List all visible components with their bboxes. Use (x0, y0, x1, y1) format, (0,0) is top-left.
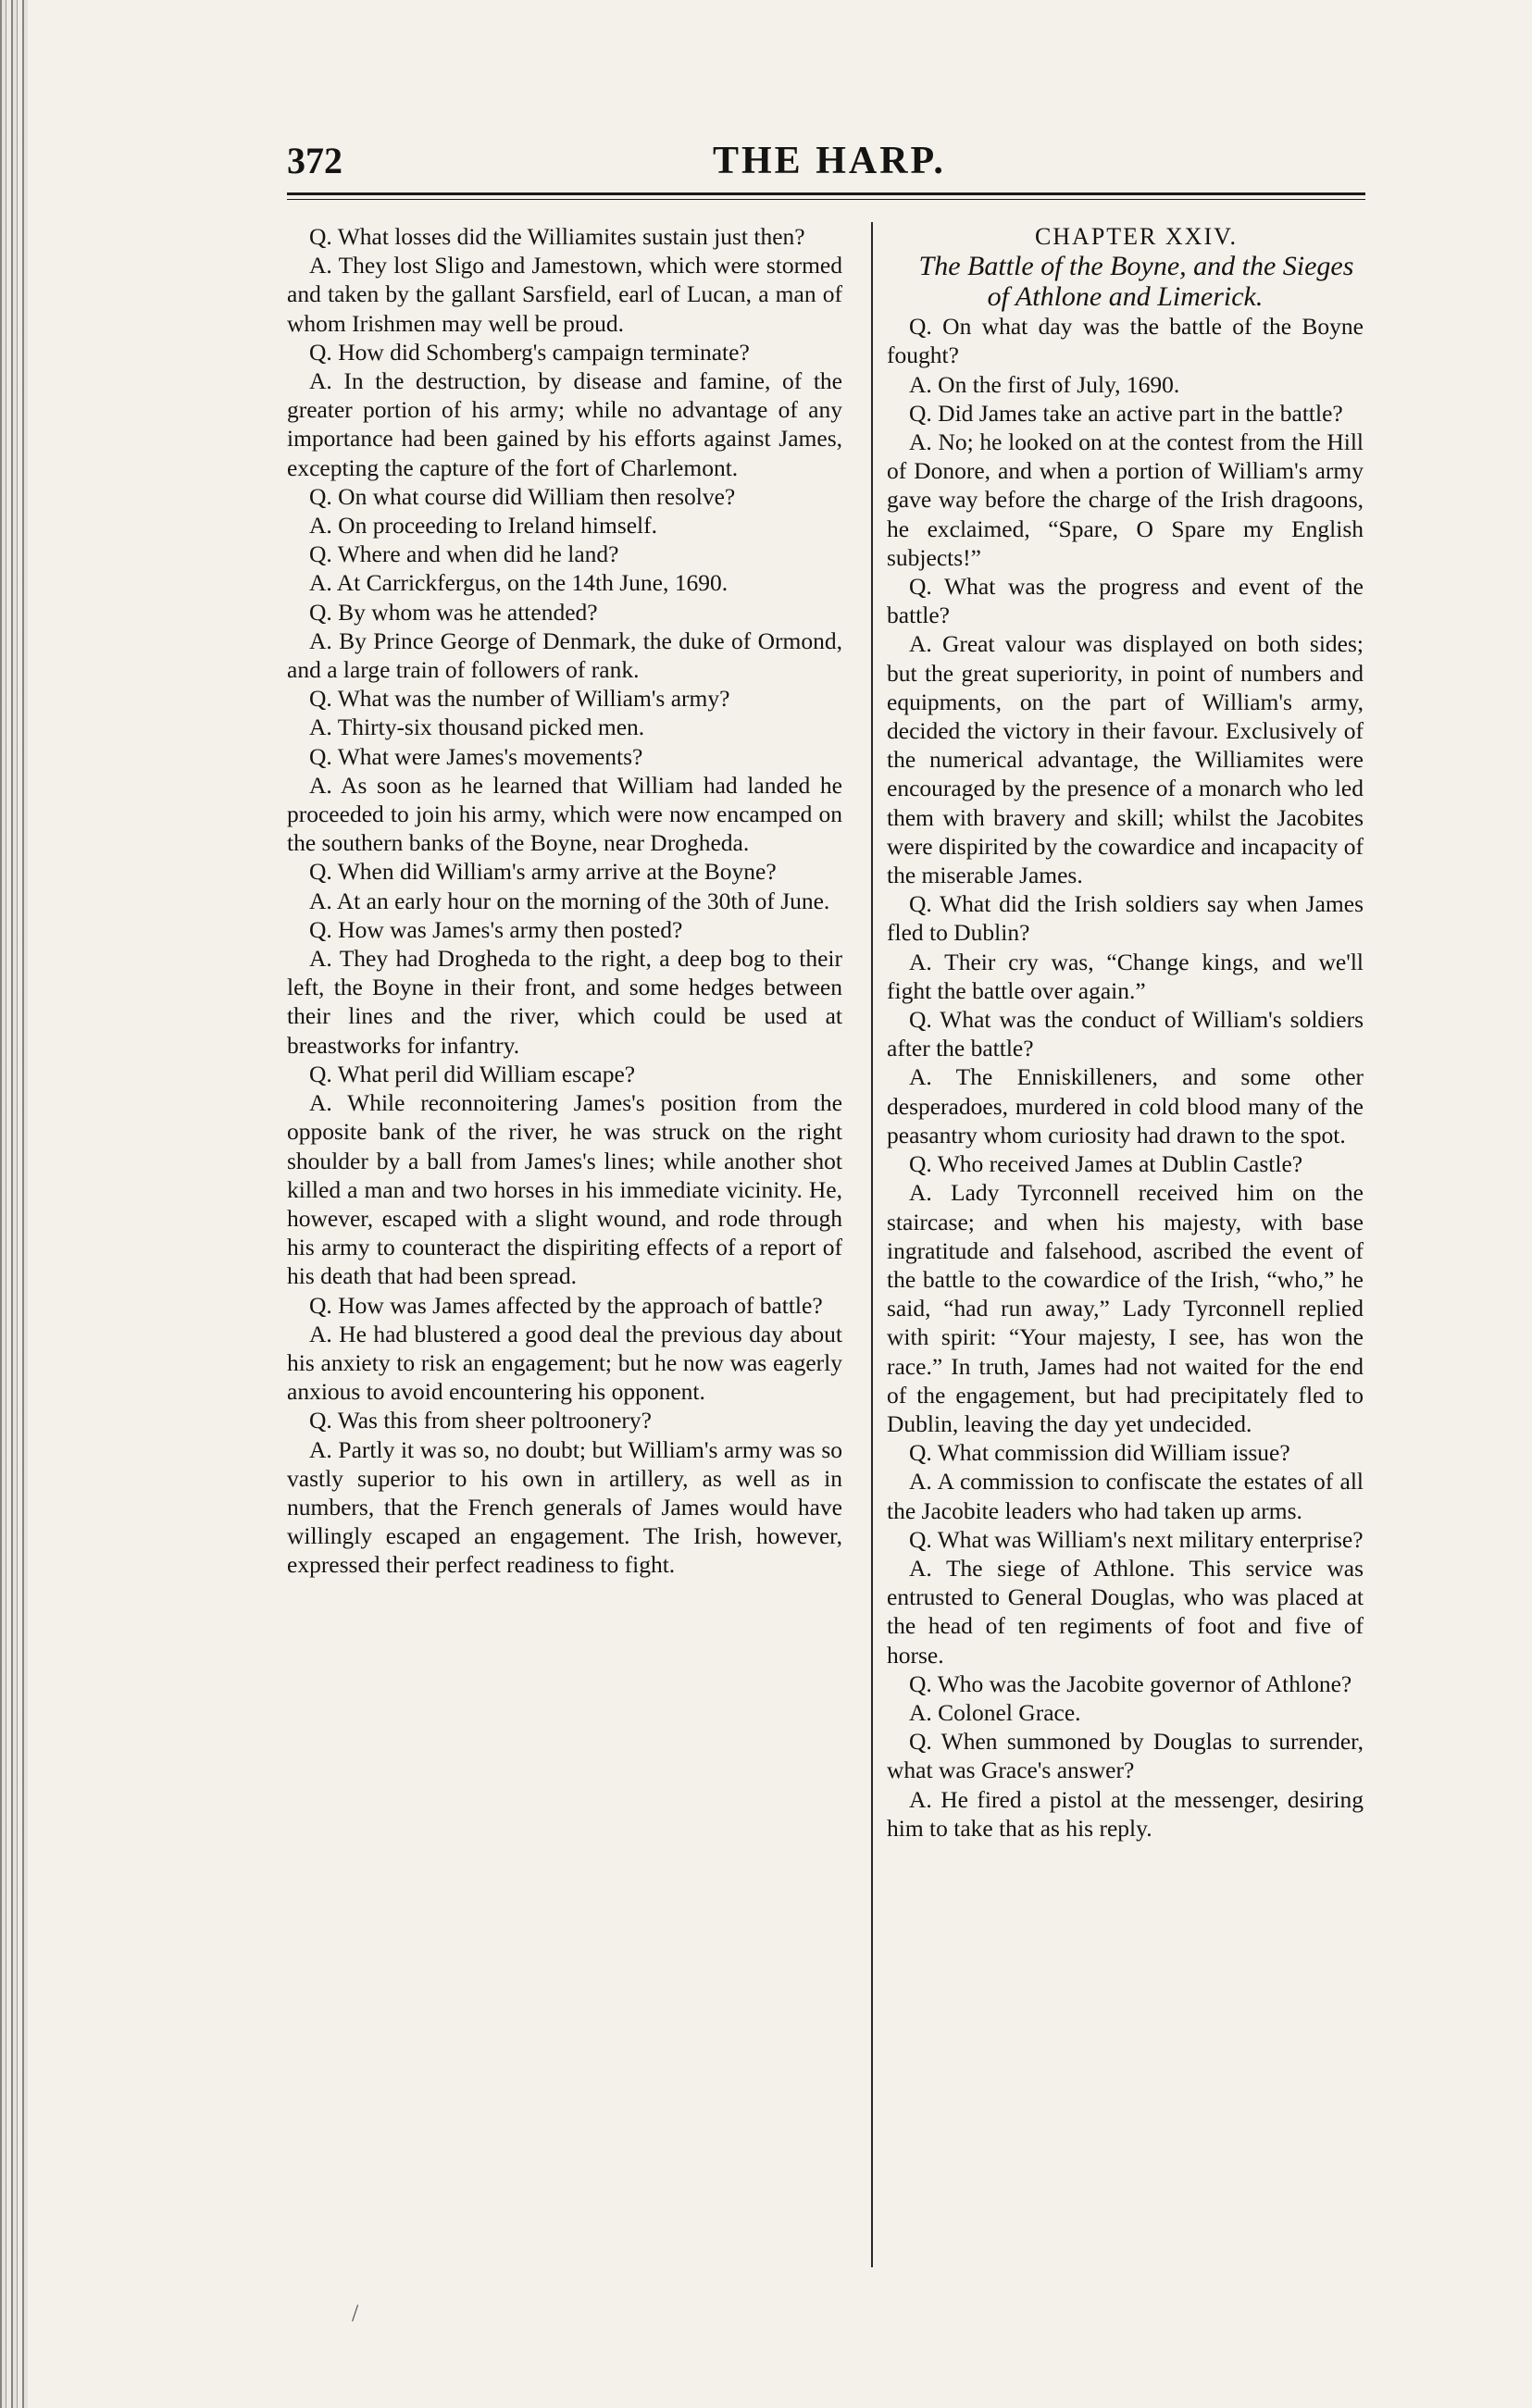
paragraph: A. At Carrickfergus, on the 14th June, 1690. (309, 569, 729, 597)
running-title: THE HARP. (713, 140, 946, 182)
paragraph: A. Thirty-six thousand picked men. (309, 714, 645, 741)
paragraph: Q. How was James's army then posted? (309, 915, 683, 943)
paragraph: A. He had blustered a good deal the previous day about his anxiety to risk an engagement; but he now was eagerly anxious to avoid encountering his opponent. (287, 1320, 842, 1406)
paragraph: Q. What peril did William escape? (309, 1060, 636, 1087)
book-binding-edge (0, 0, 28, 2408)
paragraph: A. The Enniskilleners, and some other desperadoes, murdered in cold blood many of the peasantry whom curiosity had drawn to the spot. (887, 1063, 1364, 1148)
paragraph: A. They had Drogheda to the right, a deep bog to their left, the Boyne in their front, and some hedges between their lines and the river, which could be used at breastworks for infantry. (287, 945, 842, 1059)
paragraph: Q. When summoned by Douglas to surrender, what was Grace's answer? (887, 1728, 1364, 1784)
paragraph: Q. What were James's movements? (309, 742, 643, 770)
paragraph: A. Their cry was, “Change kings, and we'll fight the battle over again.” (887, 948, 1364, 1004)
paragraph: Q. How was James affected by the approach of battle? (309, 1291, 823, 1319)
paragraph: Q. Where and when did he land? (309, 540, 619, 568)
paragraph: Q. What was the conduct of William's soldiers after the battle? (887, 1006, 1364, 1062)
paragraph: Q. What losses did the Williamites sustain just then? (309, 223, 805, 250)
right-column (887, 222, 1364, 1843)
paragraph: Q. Was this from sheer poltroonery? (309, 1407, 652, 1434)
paragraph: A. In the destruction, by disease and famine, of the greater portion of his army; while no advantage of any importance had been gained by his efforts against James, excepting the capture of the fort of Charlemont. (287, 367, 842, 481)
paragraph: Q. What was the number of William's army? (309, 685, 730, 713)
paragraph: A. Lady Tyrconnell received him on the staircase; and when his majesty, with base ingratitude and falsehood, ascribed the event of the battle to the cowardice of the Irish, “who,” he said, “had run away,” Lady Tyrconnell replied with spirit: “Your majesty, I see, has won the race.” In truth, James had not waited for the end of the engagement, but had precipitately fled to Dublin, leaving the day yet undecided. (887, 1179, 1364, 1437)
paragraph: Q. What was the progress and event of the battle? (887, 573, 1364, 629)
paragraph: A. The siege of Athlone. This service was entrusted to General Douglas, who was placed at the head of ten regiments of foot and five of horse. (887, 1554, 1364, 1669)
header-rule (287, 192, 1365, 195)
paragraph: A. Great valour was displayed on both sides; but the great superiority, in point of numbers and equipments, on the part of William's army, decided the victory in their favour. Exclusively of the numerical advantage, the Williamites were encouraged by the presence of a monarch who led them with bravery and skill; whilst the Jacobites were dispirited by the cowardice and incapacity of the miserable James. (887, 630, 1364, 889)
left-column (287, 222, 842, 1580)
header-rule-thin (287, 199, 1365, 200)
chapter-title: CHAPTER XXIV. (1034, 223, 1239, 250)
paragraph: A. He fired a pistol at the messenger, desiring him to take that as his reply. (887, 1785, 1364, 1842)
paragraph: A. At an early hour on the morning of the 30th of June. (309, 887, 830, 914)
paragraph: A. Colonel Grace. (909, 1698, 1081, 1726)
page-header (287, 139, 1361, 194)
paragraph: Q. What commission did William issue? (909, 1439, 1290, 1467)
paragraph: Q. Did James take an active part in the battle? (909, 399, 1343, 427)
paragraph: A. Partly it was so, no doubt; but William's army was so vastly superior to his own in artillery, as well as in numbers, that the French generals of James would have willingly escaped an engagement. The Irish, however, expressed their perfect readiness to fight. (287, 1435, 842, 1579)
paragraph: A. A commission to confiscate the estates of all the Jacobite leaders who had taken up arms. (887, 1468, 1364, 1524)
paragraph: A. On the first of July, 1690. (909, 370, 1180, 398)
column-divider (871, 222, 873, 2267)
paragraph: A. On proceeding to Ireland himself. (309, 512, 658, 540)
paragraph: Q. On what day was the battle of the Boyne fought? (887, 313, 1364, 369)
paragraph: Q. What did the Irish soldiers say when James fled to Dublin? (887, 890, 1364, 947)
paragraph: A. They lost Sligo and Jamestown, which were stormed and taken by the gallant Sarsfield, earl of Lucan, a man of whom Irishmen may well be proud. (287, 252, 842, 337)
paragraph: Q. When did William's army arrive at the Boyne? (309, 858, 777, 886)
paragraph: A. By Prince George of Denmark, the duke of Ormond, and a large train of followers of rank. (287, 627, 842, 684)
paragraph: Q. What was William's next military enterprise? (909, 1525, 1364, 1553)
paragraph: A. As soon as he learned that William had landed he proceeded to join his army, which were now encamped on the southern banks of the Boyne, near Drogheda. (287, 771, 842, 857)
paragraph: A. While reconnoitering James's position from the opposite bank of the river, he was struck on the right shoulder by a ball from James's lines; while another shot killed a man and two horses in his immediate vicinity. He, however, escaped with a slight wound, and rode through his army to counteract the dispiriting effects of a report of his death that had been spread. (287, 1089, 842, 1290)
paragraph: A. No; he looked on at the contest from the Hill of Donore, and when a portion of William's army gave way before the charge of the Irish dragoons, he exclaimed, “Spare, O Spare my English subjects!” (887, 428, 1364, 571)
paragraph: Q. Who received James at Dublin Castle? (909, 1150, 1303, 1178)
paragraph: Q. By whom was he attended? (309, 598, 598, 626)
paragraph: Q. On what course did William then resolve? (309, 482, 736, 510)
page-number: 372 (287, 140, 343, 181)
paragraph: Q. How did Schomberg's campaign terminate? (309, 338, 750, 366)
paragraph: Q. Who was the Jacobite governor of Athlone? (909, 1669, 1352, 1697)
footer-mark: / (352, 2300, 359, 2327)
chapter-subtitle: The Battle of the Boyne, and the Sieges of Athlone and Limerick. (918, 251, 1354, 313)
